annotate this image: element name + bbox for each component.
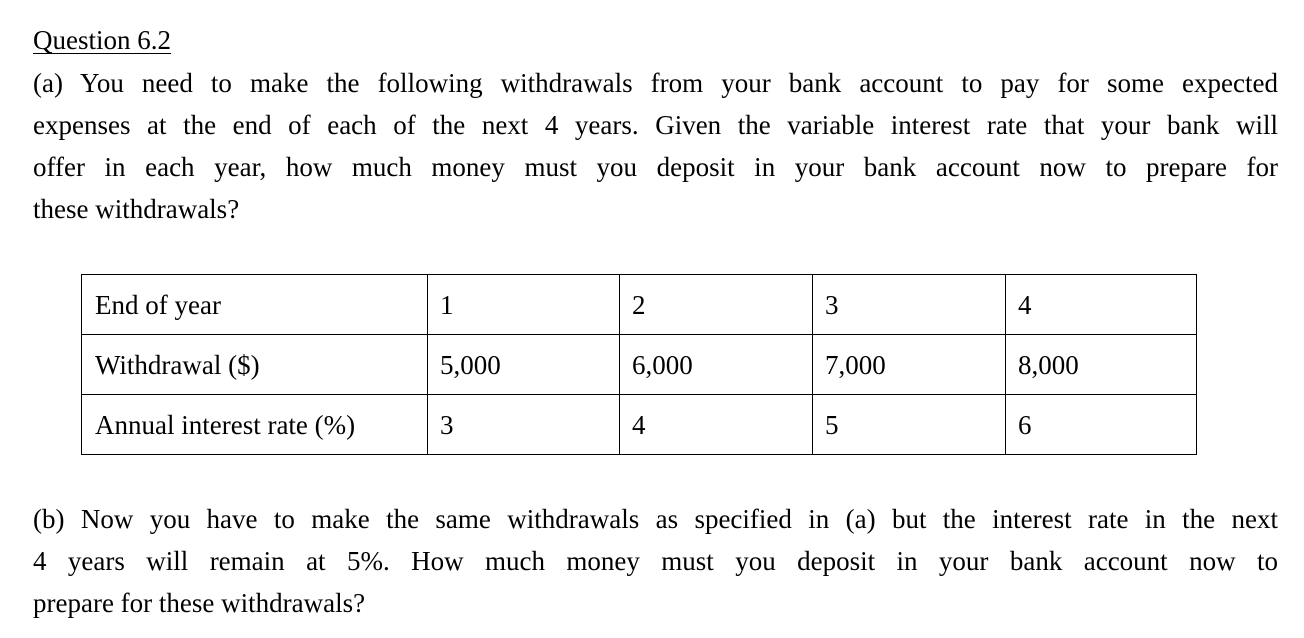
table-cell: 1 <box>428 275 620 335</box>
table-cell: 2 <box>620 275 813 335</box>
table-cell: 3 <box>428 395 620 455</box>
table-cell: 4 <box>620 395 813 455</box>
part-b-line: prepare for these withdrawals? <box>33 588 366 618</box>
table-cell: 5,000 <box>428 335 620 395</box>
row-label: Annual interest rate (%) <box>82 395 428 455</box>
part-a-paragraph <box>33 62 1278 230</box>
part-a-line: (a) You need to make the following withdrawals from your bank account to pay for some expected <box>33 68 1278 98</box>
table-row-withdrawal <box>82 335 1197 395</box>
table-cell: 7,000 <box>813 335 1006 395</box>
part-b-line: 4 years will remain at 5%. How much money must you deposit in your bank account now to <box>33 546 1278 576</box>
table-row-interest-rate <box>82 395 1197 455</box>
question-title: Question 6.2 <box>33 25 171 55</box>
part-a-line: expenses at the end of each of the next 4 years. Given the variable interest rate that your bank will <box>33 110 1278 140</box>
part-b-line: (b) Now you have to make the same withdrawals as specified in (a) but the interest rate in the next <box>33 504 1278 534</box>
withdrawal-table <box>81 274 1197 455</box>
table-cell: 8,000 <box>1006 335 1197 395</box>
part-a-line: these withdrawals? <box>33 194 240 224</box>
table-cell: 4 <box>1006 275 1197 335</box>
row-label: Withdrawal ($) <box>82 335 428 395</box>
table-cell: 3 <box>813 275 1006 335</box>
table-cell: 5 <box>813 395 1006 455</box>
table-cell: 6,000 <box>620 335 813 395</box>
table-row-end-of-year <box>82 275 1197 335</box>
row-label: End of year <box>82 275 428 335</box>
table-cell: 6 <box>1006 395 1197 455</box>
part-a-line: offer in each year, how much money must you deposit in your bank account now to prepare for <box>33 152 1278 182</box>
part-b-paragraph <box>33 498 1278 624</box>
